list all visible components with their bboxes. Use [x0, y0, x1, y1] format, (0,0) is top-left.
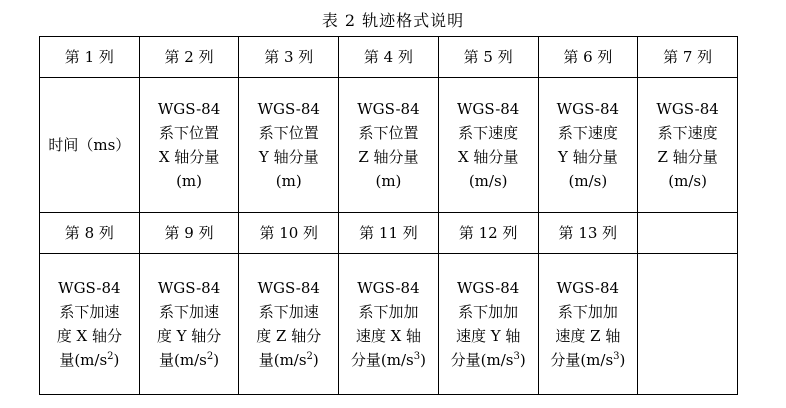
time-label: 时间（ms） [48, 136, 131, 154]
header-row-2 [40, 213, 738, 254]
header-cell: 第 12 列 [438, 213, 538, 254]
header-cell: 第 13 列 [538, 213, 638, 254]
cell-line: (m/s) [568, 172, 608, 190]
position-y-cell [239, 78, 339, 213]
header-cell: 第 3 列 [239, 37, 339, 78]
cell-line: 度 Y 轴分 [156, 327, 222, 345]
header-cell: 第 11 列 [339, 213, 439, 254]
cell-line: WGS-84 [456, 279, 520, 297]
unit-close: ) [619, 351, 626, 369]
acceleration-z-cell [239, 254, 339, 395]
cell-line: 系下位置 [258, 124, 319, 142]
header-cell: 第 10 列 [239, 213, 339, 254]
cell-line: 速度 Y 轴 [455, 327, 521, 345]
cell-line: WGS-84 [656, 100, 719, 118]
cell-line: WGS-84 [257, 100, 320, 118]
description-row-2 [40, 254, 738, 395]
header-cell: 第 6 列 [538, 37, 638, 78]
velocity-z-cell [638, 78, 738, 213]
position-x-cell [139, 78, 239, 213]
cell-line: 系下位置 [159, 124, 220, 142]
unit-line [40, 348, 139, 372]
unit-close: ) [113, 351, 120, 369]
empty-header-cell [638, 213, 738, 254]
unit-text: 分量(m/s [350, 351, 414, 369]
cell-line: X 轴分量 [158, 148, 220, 166]
cell-line: (m) [176, 172, 203, 190]
cell-line: WGS-84 [257, 279, 320, 297]
cell-line: X 轴分量 [457, 148, 519, 166]
cell-line: 速度 Z 轴 [555, 327, 621, 345]
cell-line: WGS-84 [357, 279, 420, 297]
unit-line [140, 348, 239, 372]
velocity-x-cell [438, 78, 538, 213]
cell-line: 系下加速 [258, 303, 319, 321]
unit-text: 量(m/s [59, 351, 108, 369]
cell-line: 系下速度 [458, 124, 519, 142]
header-cell: 第 7 列 [638, 37, 738, 78]
unit-exponent: 3 [413, 351, 421, 362]
cell-line: 速度 X 轴 [355, 327, 422, 345]
position-z-cell [339, 78, 439, 213]
unit-text: 分量(m/s [450, 351, 514, 369]
jerk-z-cell [538, 254, 638, 395]
unit-line [339, 348, 438, 372]
cell-line: 系下加加 [358, 303, 419, 321]
header-cell: 第 1 列 [40, 37, 140, 78]
cell-line: (m) [375, 172, 402, 190]
cell-line: (m/s) [468, 172, 508, 190]
empty-cell [638, 254, 738, 395]
jerk-x-cell [339, 254, 439, 395]
cell-line: 系下速度 [557, 124, 618, 142]
cell-line: 系下位置 [358, 124, 419, 142]
unit-line [439, 348, 538, 372]
unit-line [239, 348, 338, 372]
cell-line: Z 轴分量 [657, 148, 718, 166]
unit-line [539, 348, 638, 372]
unit-exponent: 3 [613, 351, 620, 362]
unit-text: 量(m/s [258, 351, 307, 369]
header-row-1 [40, 37, 738, 78]
acceleration-x-cell [40, 254, 140, 395]
cell-line: 度 Z 轴分 [256, 327, 322, 345]
cell-line: WGS-84 [556, 100, 620, 118]
cell-line: Y 轴分量 [258, 148, 319, 166]
unit-close: ) [213, 351, 220, 369]
cell-line: WGS-84 [157, 100, 221, 118]
unit-exponent: 2 [107, 351, 114, 362]
velocity-y-cell [538, 78, 638, 213]
cell-line: WGS-84 [357, 100, 420, 118]
cell-line: Z 轴分量 [358, 148, 419, 166]
cell-line: WGS-84 [157, 279, 221, 297]
cell-line: 系下加加 [557, 303, 618, 321]
unit-exponent: 2 [306, 351, 313, 362]
cell-line: 系下加速 [159, 303, 220, 321]
unit-exponent: 3 [513, 351, 520, 362]
cell-line: (m/s) [668, 172, 707, 190]
header-cell: 第 5 列 [438, 37, 538, 78]
acceleration-y-cell [139, 254, 239, 395]
cell-line: WGS-84 [556, 279, 620, 297]
unit-exponent: 2 [206, 351, 214, 362]
cell-line: WGS-84 [58, 279, 121, 297]
header-cell: 第 8 列 [40, 213, 140, 254]
header-cell: 第 2 列 [139, 37, 239, 78]
jerk-y-cell [438, 254, 538, 395]
unit-text: 量(m/s [159, 351, 207, 369]
unit-close: ) [519, 351, 526, 369]
cell-line: 度 X 轴分 [56, 327, 122, 345]
header-cell: 第 9 列 [139, 213, 239, 254]
table-caption: 表 2 轨迹格式说明 [321, 11, 465, 30]
unit-close: ) [312, 351, 319, 369]
description-row-1 [40, 78, 738, 213]
trajectory-format-table [39, 36, 738, 395]
header-cell: 第 4 列 [339, 37, 439, 78]
cell-line: WGS-84 [456, 100, 520, 118]
cell-line: 系下加加 [458, 303, 519, 321]
cell-line: 系下加速 [59, 303, 120, 321]
unit-text: 分量(m/s [550, 351, 614, 369]
unit-close: ) [420, 351, 426, 369]
cell-line: 系下速度 [657, 124, 718, 142]
time-cell [40, 78, 140, 213]
cell-line: Y 轴分量 [558, 148, 618, 166]
cell-line: (m) [275, 172, 302, 190]
